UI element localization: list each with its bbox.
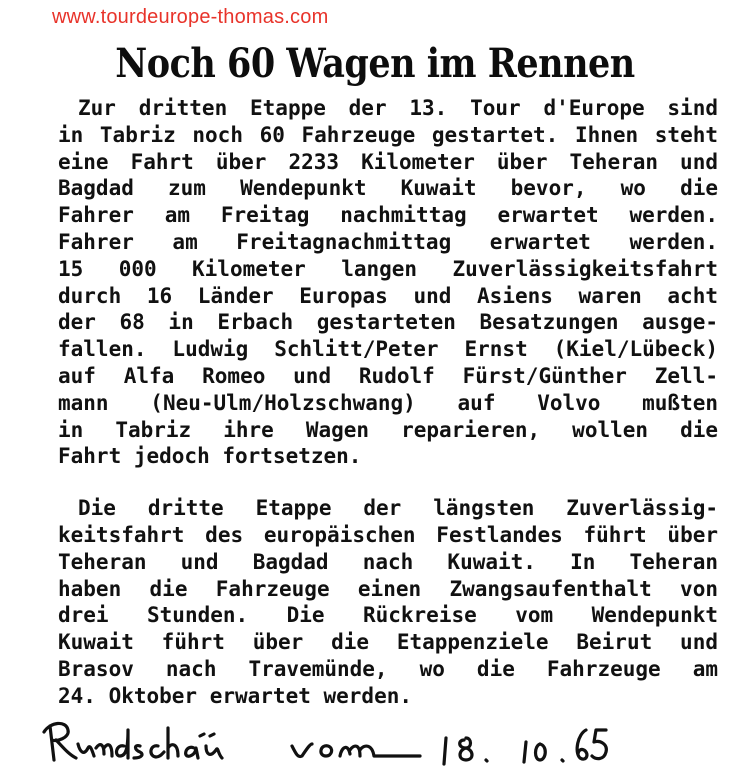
text-line: Fahrer am Freitagnachmittag erwartet werden. [58, 229, 718, 254]
text-line: in Tabriz ihre Wagen reparieren, wollen die [58, 417, 718, 442]
text-line: fallen. Ludwig Schlitt/Peter Ernst (Kiel/Lübeck) [58, 337, 718, 362]
article-body [58, 95, 718, 710]
text-line: Bagdad zum Wendepunkt Kuwait bevor, wo die [58, 176, 718, 201]
text-line: haben die Fahrzeuge einen Zwangsaufenthalt von [58, 576, 718, 601]
text-line: Fahrer am Freitag nachmittag erwartet werden. [58, 203, 718, 228]
paragraph-2 [58, 495, 718, 709]
text-line: Brasov nach Travemünde, wo die Fahrzeuge am [58, 656, 718, 681]
text-line: 24. Oktober erwartet werden. [58, 683, 413, 708]
text-line: eine Fahrt über 2233 Kilometer über Teheran und [58, 149, 718, 174]
text-line: mann (Neu-Ulm/Holzschwang) auf Volvo mußten [58, 390, 718, 415]
text-line: Kuwait führt über die Etappenziele Beirut und [58, 630, 718, 655]
text-line: in Tabriz noch 60 Fahrzeuge gestartet. Ihnen steht [58, 122, 718, 147]
text-line: drei Stunden. Die Rückreise vom Wendepunkt [58, 603, 718, 628]
text-line: Zur dritten Etappe der 13. Tour d'Europe sind [78, 96, 718, 120]
text-line: Teheran und Bagdad nach Kuwait. In Teheran [58, 549, 718, 574]
text-line: auf Alfa Romeo und Rudolf Fürst/Günther Zell- [58, 363, 718, 388]
site-watermark: www.tourdeurope-thomas.com [52, 6, 329, 28]
text-line: Fahrt jedoch fortsetzen. [58, 444, 362, 469]
text-line: der 68 in Erbach gestarteten Besatzungen ausge- [58, 310, 718, 335]
text-line: durch 16 Länder Europas und Asiens waren acht [58, 283, 718, 308]
handwritten-signature [40, 710, 620, 780]
text-line: keitsfahrt des europäischen Festlandes führt über [58, 522, 718, 547]
text-line: 15 000 Kilometer langen Zuverlässigkeitsfahrt [58, 256, 718, 281]
text-line: Die dritte Etappe der längsten Zuverlässig- [78, 496, 718, 521]
article-headline: Noch 60 Wagen im Rennen [115, 40, 635, 88]
paragraph-1 [58, 95, 718, 470]
